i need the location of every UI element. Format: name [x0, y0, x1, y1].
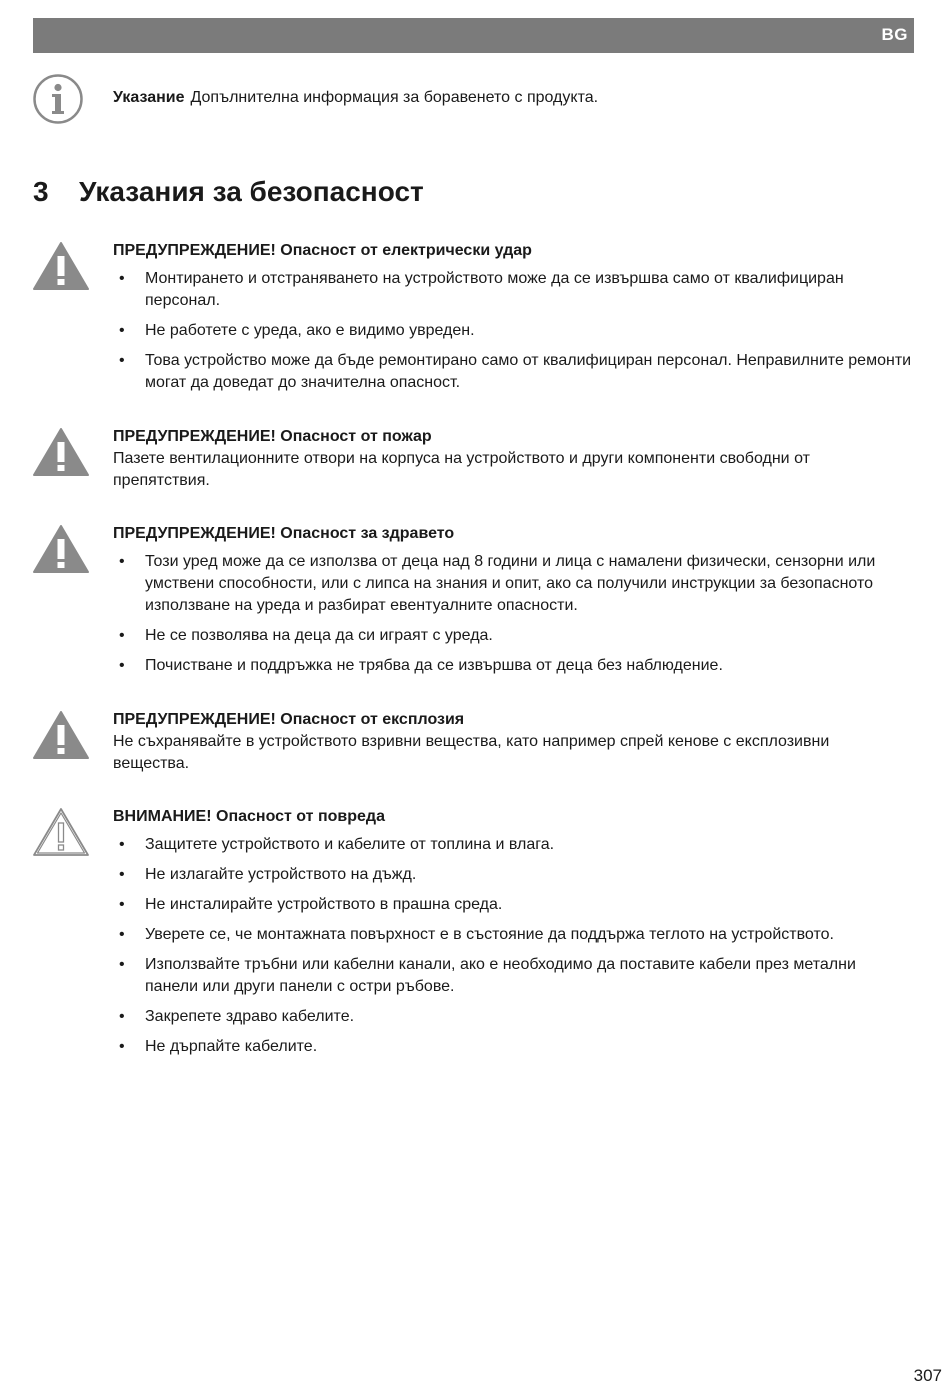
bullet-list [113, 551, 913, 677]
warning-explosion [113, 709, 873, 775]
warning-electric-shock [113, 240, 913, 402]
list-item: • Монтирането и отстраняването на устройството може да се извършва само от квалифициран персонал. [113, 268, 913, 312]
list-item: • Не излагайте устройството на дъжд. [113, 864, 913, 886]
list-item: • Този уред може да се използва от деца над 8 години и лица с намалени физически, сензорни или умствени способности, или с липса на знания и опит, ако са получили инструкции за безопасното използване на уреда и разбират евентуалните опасности. [113, 551, 913, 617]
caution-damage [113, 806, 913, 1066]
warning-text: Пазете вентилационните отвори на корпуса на устройството и други компоненти свободни от препятствия. [113, 450, 810, 489]
warning-title: ПРЕДУПРЕЖДЕНИЕ! Опасност от експлозия [113, 711, 465, 728]
warning-health [113, 523, 913, 685]
list-item: • Почистване и поддръжка не трябва да се извършва от деца без наблюдение. [113, 655, 913, 677]
warning-icon [32, 709, 90, 761]
page-number: 307 [913, 1366, 942, 1385]
warning-title: ВНИМАНИЕ! Опасност от повреда [113, 808, 385, 825]
note-label: Указание [113, 89, 185, 106]
list-item: • Използвайте тръбни или кабелни канали, ако е необходимо да поставите кабели през метални панели или други панели с остри ръбове. [113, 954, 913, 998]
language-code: BG [881, 25, 908, 44]
list-item: • Не дърпайте кабелите. [113, 1036, 913, 1058]
warning-icon [32, 523, 90, 575]
list-item: • Закрепете здраво кабелите. [113, 1006, 913, 1028]
list-item: • Не работете с уреда, ако е видимо увреден. [113, 320, 913, 342]
warning-text: Не съхранявайте в устройството взривни вещества, като например спрей кенове с експлозивни вещества. [113, 733, 830, 772]
warning-icon [32, 240, 90, 292]
warning-title: ПРЕДУПРЕЖДЕНИЕ! Опасност от електрически удар [113, 242, 532, 259]
section-title-text: Указания за безопасност [79, 176, 424, 207]
warning-title: ПРЕДУПРЕЖДЕНИЕ! Опасност за здравето [113, 525, 455, 542]
warning-title: ПРЕДУПРЕЖДЕНИЕ! Опасност от пожар [113, 428, 432, 445]
warning-icon [32, 426, 90, 478]
section-number: 3 [33, 176, 49, 207]
list-item: • Не инсталирайте устройството в прашна среда. [113, 894, 913, 916]
section-title [33, 176, 424, 208]
note [113, 89, 598, 107]
header-bar [33, 18, 914, 53]
bullet-list [113, 834, 913, 1058]
warning-fire [113, 426, 833, 492]
list-item: • Уверете се, че монтажната повърхност е в състояние да поддържа теглото на устройството. [113, 924, 913, 946]
caution-icon [32, 806, 90, 858]
list-item: • Защитете устройството и кабелите от топлина и влага. [113, 834, 913, 856]
info-icon [32, 73, 84, 125]
bullet-list [113, 268, 913, 394]
note-text: Допълнителна информация за боравенето с продукта. [190, 89, 599, 106]
list-item: • Това устройство може да бъде ремонтирано само от квалифициран персонал. Неправилните ремонти могат да доведат до значителна опасност. [113, 350, 913, 394]
list-item: • Не се позволява на деца да си играят с уреда. [113, 625, 913, 647]
